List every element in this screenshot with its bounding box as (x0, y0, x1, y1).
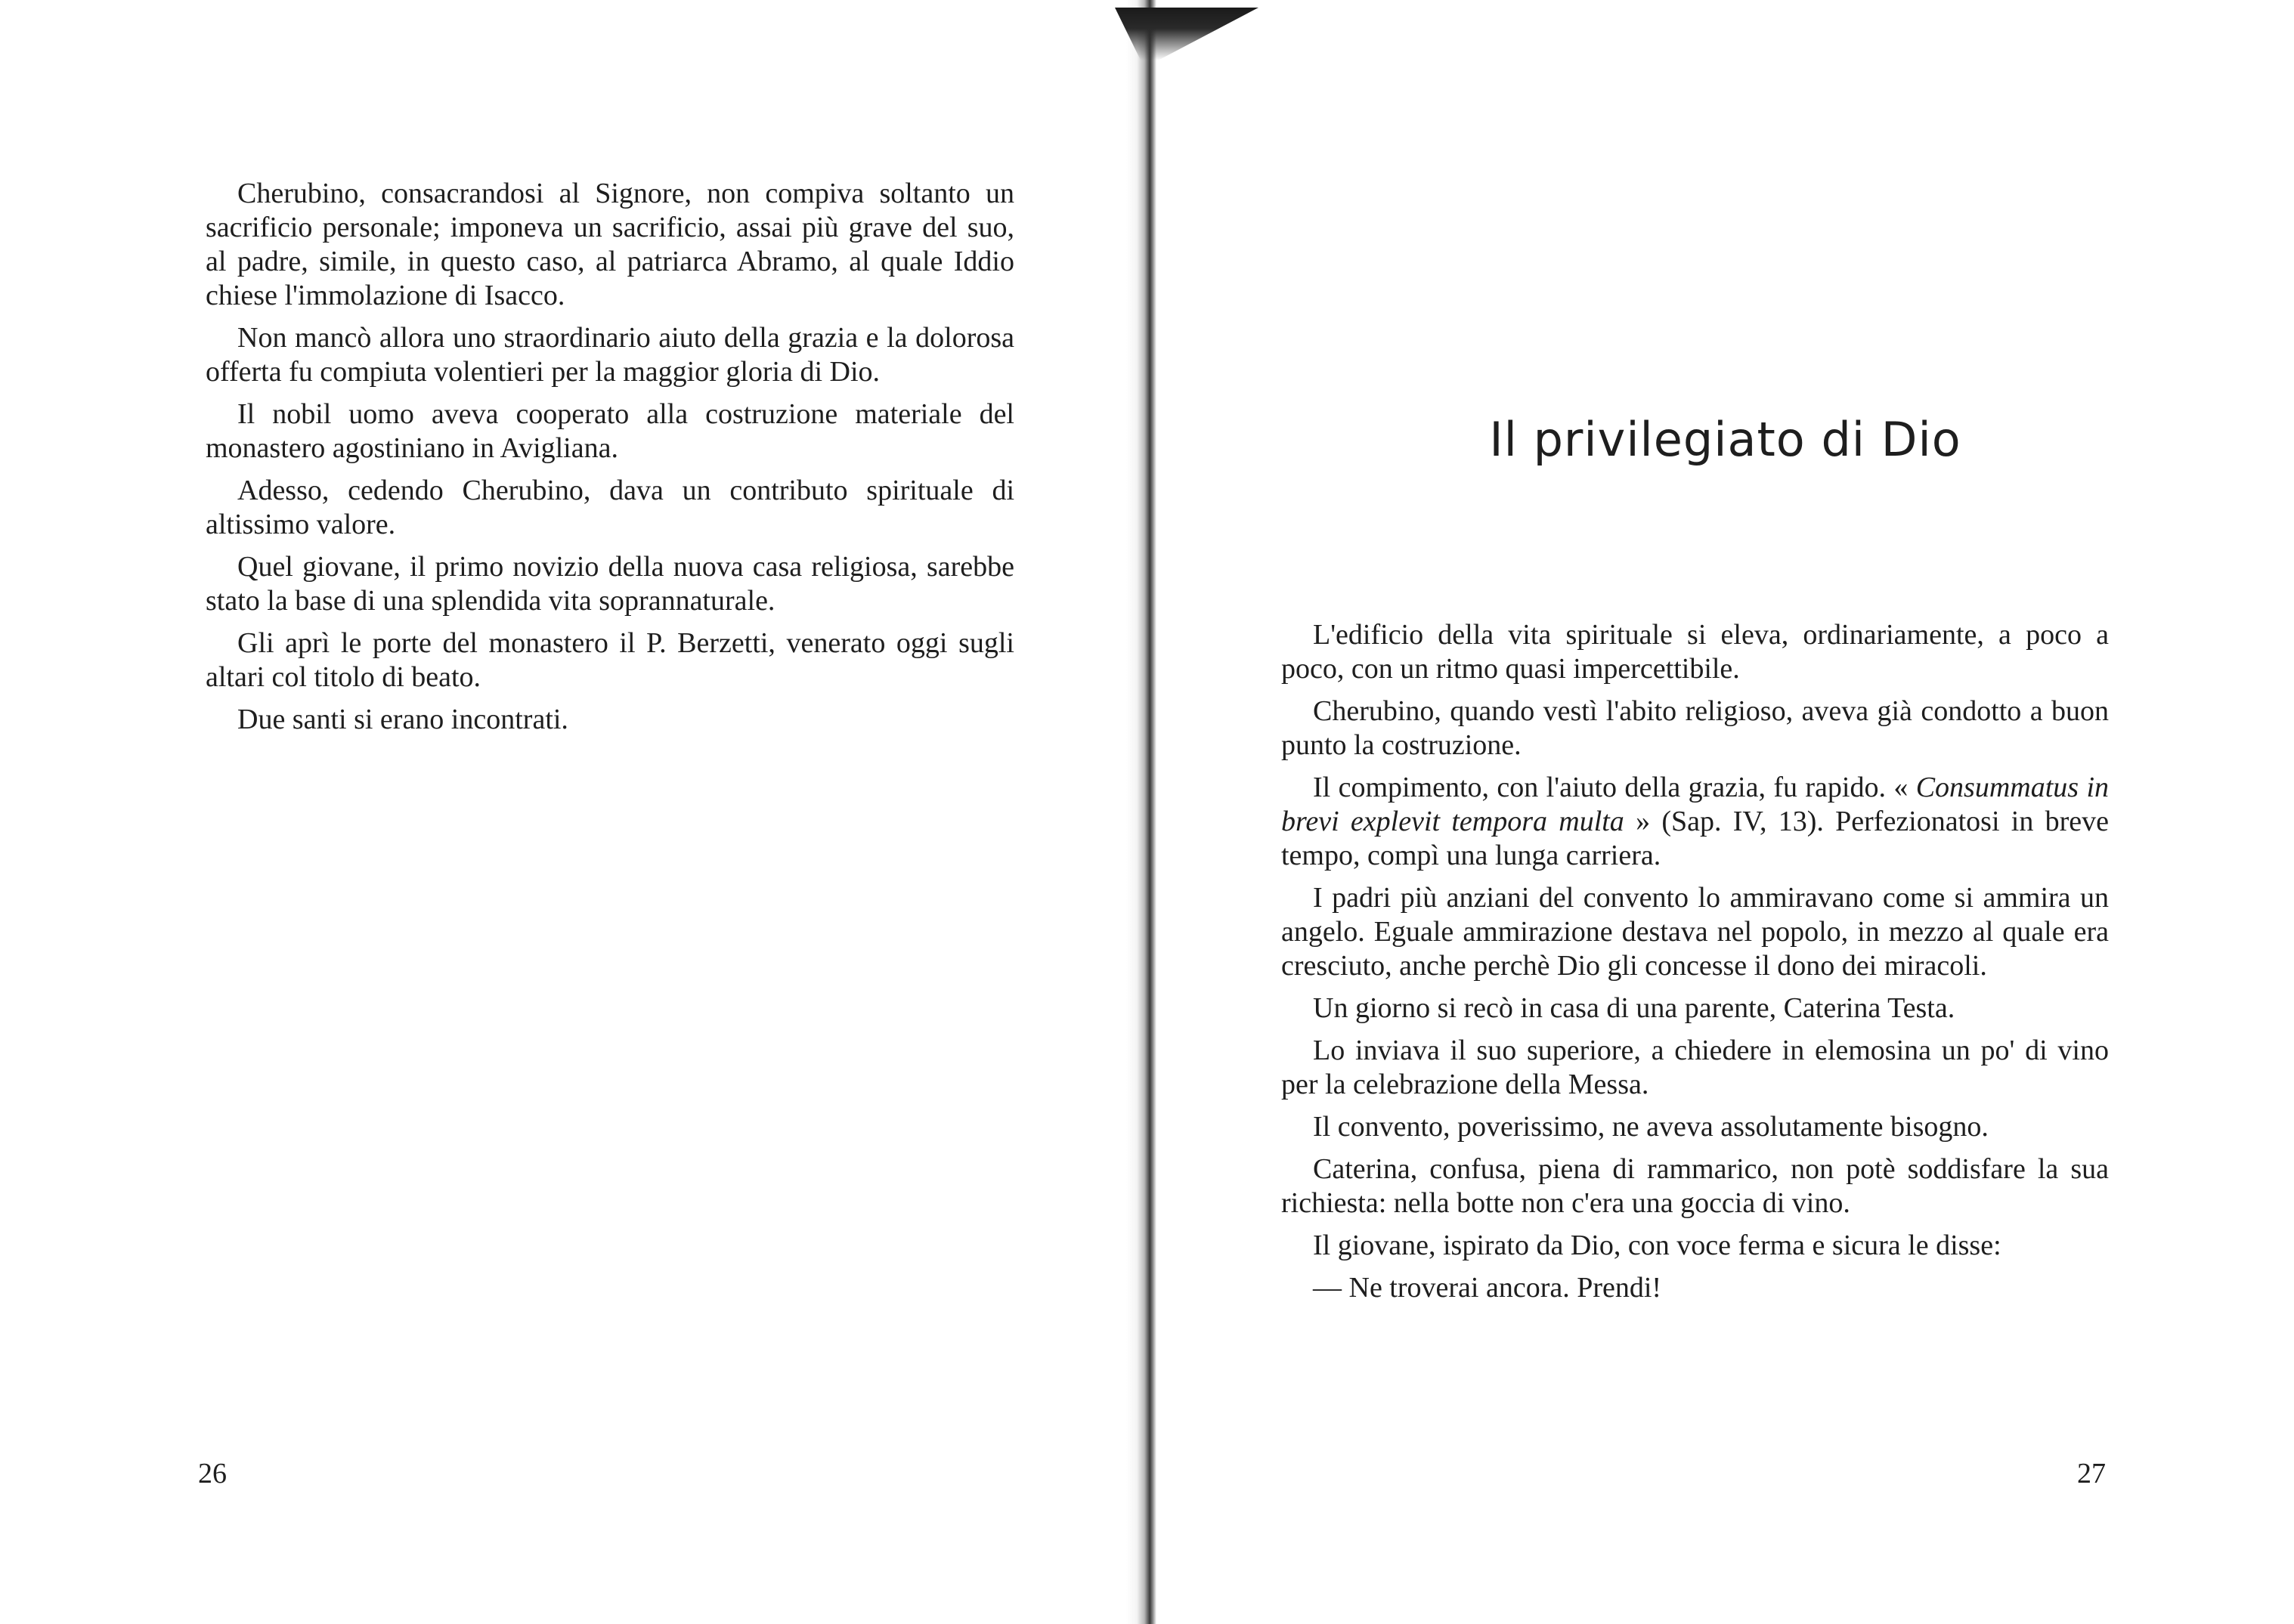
quote-intro: Il compimento, con l'aiuto della grazia, fu rapido. « (1313, 772, 1916, 803)
left-paragraph-2: Non mancò allora uno straordinario aiuto della grazia e la dolorosa offerta fu compiuta volentieri per la maggior gloria di Dio. (206, 322, 1014, 388)
right-paragraph-9: Il giovane, ispirato da Dio, con voce ferma e sicura le disse: (1313, 1230, 2001, 1261)
right-paragraph-10: — Ne troverai ancora. Prendi! (1313, 1272, 1662, 1304)
right-paragraph-8: Caterina, confusa, piena di rammarico, non potè soddisfare la sua richiesta: nella botte non c'era una goccia di vino. (1281, 1153, 2109, 1219)
right-paragraph-1: L'edificio della vita spirituale si eleva, ordinariamente, a poco a poco, con un ritmo quasi impercettibile. (1281, 619, 2109, 685)
book-gutter (1126, 0, 1156, 1624)
right-paragraph-2: Cherubino, quando vestì l'abito religioso, aveva già condotto a buon punto la costruzione. (1281, 695, 2109, 761)
left-paragraph-1: Cherubino, consacrandosi al Signore, non compiva soltanto un sacrificio personale; imponeva un sacrificio, assai più grave del suo, al padre, simile, in questo caso, al patriarca Abramo, al quale Iddio chiese l'immolazione di Isacco. (206, 178, 1014, 311)
right-paragraph-6: Lo inviava il suo superiore, a chiedere in elemosina un po' di vino per la celebrazione della Messa. (1281, 1035, 2109, 1100)
right-paragraph-4: I padri più anziani del convento lo ammiravano come si ammira un angelo. Eguale ammirazione destava nel popolo, in mezzo al quale era cresciuto, anche perchè Dio gli concesse il dono dei miracoli. (1281, 882, 2109, 982)
right-paragraph-7: Il convento, poverissimo, ne aveva assolutamente bisogno. (1313, 1111, 1989, 1143)
page-number-right: 27 (2077, 1458, 2106, 1489)
left-paragraph-6: Gli aprì le porte del monastero il P. Berzetti, venerato oggi sugli altari col titolo di beato. (206, 627, 1014, 693)
chapter-title: Il privilegiato di Dio (1489, 412, 1961, 467)
left-paragraph-5: Quel giovane, il primo novizio della nuova casa religiosa, sarebbe stato la base di una splendida vita soprannaturale. (206, 551, 1014, 617)
left-paragraph-3: Il nobil uomo aveva cooperato alla costruzione materiale del monastero agostiniano in Avigliana. (206, 398, 1014, 464)
page-number-left: 26 (198, 1458, 227, 1489)
right-page-body (1281, 618, 2109, 1313)
left-paragraph-7: Due santi si erano incontrati. (237, 704, 568, 735)
quote-outro: » (Sap. IV, 13). Perfezionatosi in breve tempo, compì una lunga carriera. (1281, 806, 2109, 871)
right-paragraph-3 (1281, 771, 2109, 873)
right-paragraph-5: Un giorno si recò in casa di una parente, Caterina Testa. (1313, 992, 1955, 1024)
left-paragraph-4: Adesso, cedendo Cherubino, dava un contributo spirituale di altissimo valore. (206, 475, 1014, 540)
left-page-body (206, 177, 1014, 745)
latin-quote: Consummatus in brevi explevit tempora multa (1281, 772, 2109, 837)
